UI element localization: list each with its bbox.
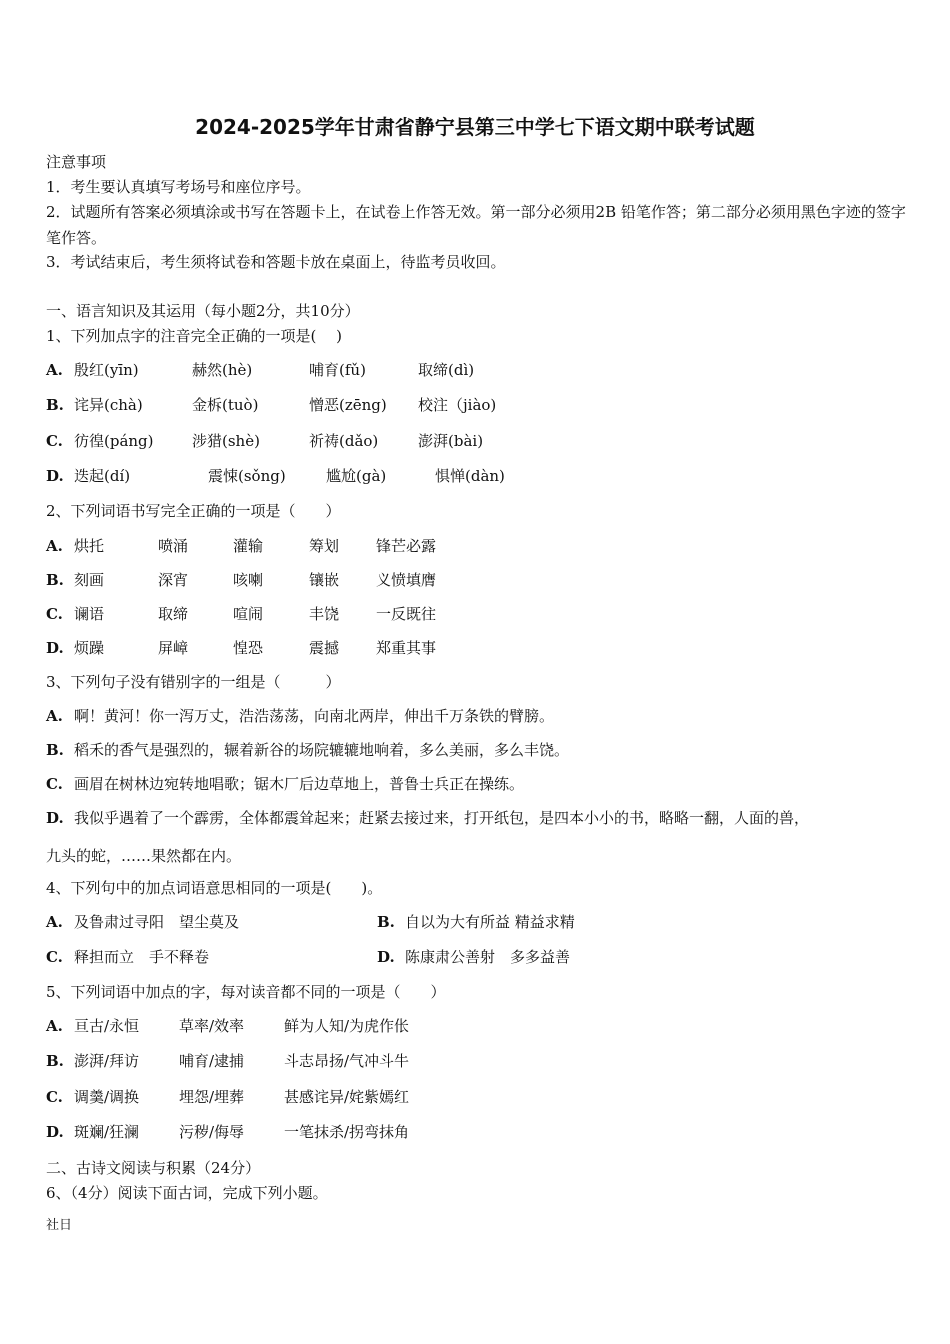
option-item: 锋芒必露	[376, 537, 437, 555]
option-text: 及鲁肃过寻阳 望尘莫及	[74, 913, 240, 931]
option-label: C.	[46, 605, 63, 623]
option-item: 斗志昂扬/气冲斗牛	[284, 1052, 410, 1070]
option-item: 尴尬(gà)	[326, 467, 387, 485]
option-item: 喧闹	[233, 605, 264, 623]
option-text: 陈康肃公善射 多多益善	[405, 948, 571, 966]
option-label: C.	[46, 948, 63, 966]
notice-item-1: 1．考生要认真填写考场号和座位序号。	[46, 178, 311, 196]
option-item: 埋怨/埋葬	[179, 1088, 245, 1106]
option-item: 谰语	[74, 605, 105, 623]
option-item: 鲜为人知/为虎作伥	[284, 1017, 410, 1035]
option-item: 斑斓/狂澜	[74, 1123, 140, 1141]
option-text: 我似乎遇着了一个霹雳，全体都震耸起来；赶紧去接过来，打开纸包，是四本小小的书，略略一翻，人面的兽，	[74, 809, 810, 827]
option-label: D.	[377, 948, 395, 966]
option-label: A.	[46, 913, 63, 931]
option-label: B.	[46, 396, 64, 414]
option-item: 郑重其事	[376, 639, 437, 657]
q2-stem: 2、下列词语书写完全正确的一项是（ ）	[46, 502, 341, 520]
option-text-continued: 九头的蛇，……果然都在内。	[46, 847, 242, 865]
option-item: 调羹/调换	[74, 1088, 140, 1106]
option-item: 污秽/侮辱	[179, 1123, 245, 1141]
option-item: 取缔	[158, 605, 189, 623]
option-label: C.	[46, 432, 63, 450]
option-label: B.	[46, 571, 64, 589]
option-label: B.	[46, 1052, 64, 1070]
option-item: 取缔(dì)	[418, 361, 475, 379]
notice-heading: 注意事项	[46, 153, 107, 171]
option-item: 刻画	[74, 571, 105, 589]
page-title: 2024-2025学年甘肃省静宁县第三中学七下语文期中联考试题	[195, 115, 755, 139]
option-item: 筹划	[309, 537, 340, 555]
section-2-heading: 二、古诗文阅读与积累（24分）	[46, 1159, 261, 1177]
option-item: 深宵	[158, 571, 189, 589]
option-item: 亘古/永恒	[74, 1017, 140, 1035]
option-item: 草率/效率	[179, 1017, 245, 1035]
notice-item-3: 3．考试结束后，考生须将试卷和答题卡放在桌面上，待监考员收回。	[46, 253, 506, 271]
option-label: D.	[46, 1123, 64, 1141]
option-label: A.	[46, 537, 63, 555]
option-item: 一反既往	[376, 605, 437, 623]
option-label: D.	[46, 809, 64, 827]
option-label: A.	[46, 1017, 63, 1035]
option-item: 喷涌	[158, 537, 189, 555]
option-item: 灌输	[233, 537, 264, 555]
option-item: 惶恐	[233, 639, 264, 657]
option-text: 啊！黄河！你一泻万丈，浩浩荡荡，向南北两岸，伸出千万条铁的臂膀。	[74, 707, 555, 725]
q4-stem: 4、下列句中的加点词语意思相同的一项是( )。	[46, 879, 383, 897]
option-item: 甚感诧异/姹紫嫣红	[284, 1088, 410, 1106]
poem-title: 社日	[46, 1218, 73, 1233]
option-item: 烘托	[74, 537, 105, 555]
option-item: 哺育(fǔ)	[309, 361, 366, 379]
q5-stem: 5、下列词语中加点的字，每对读音都不同的一项是（ ）	[46, 983, 446, 1001]
option-item: 校注（jiào)	[418, 396, 497, 414]
option-item: 哺育/逮捕	[179, 1052, 245, 1070]
option-item: 镶嵌	[309, 571, 340, 589]
option-item: 诧异(chà)	[74, 396, 143, 414]
option-item: 屏嶂	[158, 639, 189, 657]
option-item: 金柝(tuò)	[192, 396, 259, 414]
option-item: 澎湃/拜访	[74, 1052, 140, 1070]
option-text: 自以为大有所益 精益求精	[405, 913, 575, 931]
option-item: 丰饶	[309, 605, 340, 623]
option-label: B.	[46, 741, 64, 759]
option-item: 祈祷(dǎo)	[309, 432, 379, 450]
option-label: B.	[377, 913, 395, 931]
option-item: 赫然(hè)	[192, 361, 253, 379]
option-item: 迭起(dí)	[74, 467, 131, 485]
option-item: 涉猎(shè)	[192, 432, 260, 450]
option-item: 震撼	[309, 639, 340, 657]
q1-stem: 1、下列加点字的注音完全正确的一项是( )	[46, 327, 343, 345]
option-item: 彷徨(páng)	[74, 432, 154, 450]
option-item: 烦躁	[74, 639, 105, 657]
option-item: 澎湃(bài)	[418, 432, 484, 450]
option-item: 惧惮(dàn)	[435, 467, 505, 485]
option-label: C.	[46, 1088, 63, 1106]
option-item: 义愤填膺	[376, 571, 437, 589]
option-label: C.	[46, 775, 63, 793]
option-text: 画眉在树林边宛转地唱歌；锯木厂后边草地上，普鲁士兵正在操练。	[74, 775, 525, 793]
option-item: 憎恶(zēng)	[309, 396, 387, 414]
option-label: D.	[46, 467, 64, 485]
section-1-heading: 一、语言知识及其运用（每小题2分，共10分）	[46, 302, 360, 320]
option-item: 震悚(sǒng)	[208, 467, 286, 485]
q6-stem: 6、（4分）阅读下面古词，完成下列小题。	[46, 1184, 328, 1202]
q3-stem: 3、下列句子没有错别字的一组是（ ）	[46, 673, 341, 691]
option-text: 稻禾的香气是强烈的，辗着新谷的场院辘辘地响着，多么美丽，多么丰饶。	[74, 741, 570, 759]
option-label: D.	[46, 639, 64, 657]
option-text: 释担而立 手不释卷	[74, 948, 210, 966]
option-item: 咳喇	[233, 571, 264, 589]
notice-item-2: 2．试题所有答案必须填涂或书写在答题卡上，在试卷上作答无效。第一部分必须用2B 铅笔作答；第二部分必须用黑色字迹的签字笔作答。	[46, 203, 906, 247]
option-item: 一笔抹杀/拐弯抹角	[284, 1123, 410, 1141]
option-label: A.	[46, 361, 63, 379]
option-label: A.	[46, 707, 63, 725]
option-item: 殷红(yīn)	[74, 361, 139, 379]
